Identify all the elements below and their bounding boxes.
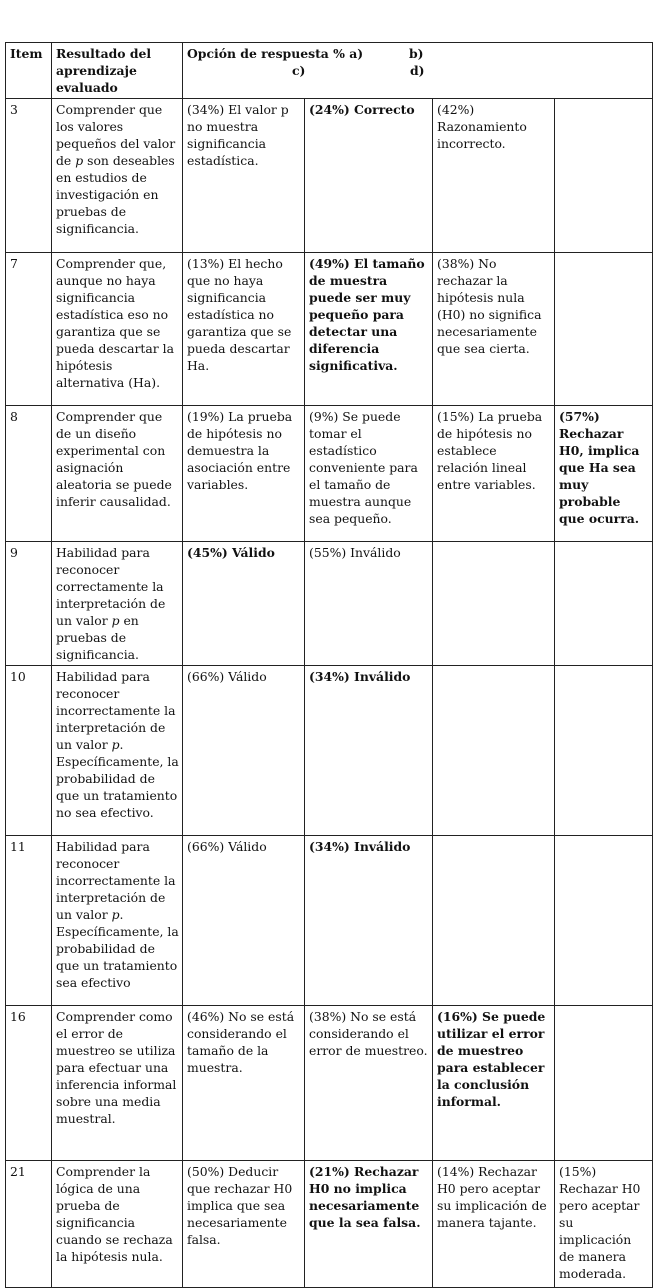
table-row — [6, 666, 653, 836]
option-b-cell: (34%) Inválido — [305, 666, 433, 836]
resultado-cell: Comprender como el error de muestreo se utiliza para efectuar una inferencia informal sobre una media muestral. — [52, 1006, 183, 1161]
option-d-cell: (15%) Rechazar H0 pero aceptar su implicación de manera moderada. — [555, 1161, 653, 1288]
item-number: 21 — [6, 1161, 52, 1288]
option-d-cell — [555, 99, 653, 253]
resultado-cell: Habilidad para reconocer incorrectamente la interpretación de un valor p. Específicamente, la probabilidad de que un tratamiento sea efectivo — [52, 836, 183, 1006]
option-c-cell: (38%) No rechazar la hipótesis nula (H0) no significa necesariamente que sea cierta. — [433, 253, 555, 406]
option-d-cell: (57%) Rechazar H0, implica que Ha sea muy probable que ocurra. — [555, 406, 653, 542]
option-c-cell: (16%) Se puede utilizar el error de muestreo para establecer la conclusión informal. — [433, 1006, 555, 1161]
option-b-cell: (9%) Se puede tomar el estadístico conveniente para el tamaño de muestra aunque sea pequeño. — [305, 406, 433, 542]
header-opciones — [183, 43, 653, 99]
resultado-cell: Comprender que, aunque no haya significancia estadística eso no garantiza que se pueda descartar la hipótesis alternativa (Ha). — [52, 253, 183, 406]
item-number: 11 — [6, 836, 52, 1006]
results-table — [5, 42, 653, 1288]
option-a-cell: (50%) Deducir que rechazar H0 implica que sea necesariamente falsa. — [183, 1161, 305, 1288]
option-d-cell — [555, 836, 653, 1006]
option-c-cell: (42%) Razonamiento incorrecto. — [433, 99, 555, 253]
header-item: Item — [6, 43, 52, 99]
option-a-cell: (46%) No se está considerando el tamaño de la muestra. — [183, 1006, 305, 1161]
header-opcion-c: c) — [292, 63, 306, 78]
option-a-cell: (66%) Válido — [183, 836, 305, 1006]
table-row — [6, 1161, 653, 1288]
option-c-cell: (14%) Rechazar H0 pero aceptar su implicación de manera tajante. — [433, 1161, 555, 1288]
resultado-cell: Habilidad para reconocer correctamente la interpretación de un valor p en pruebas de significancia. — [52, 542, 183, 666]
option-b-cell: (34%) Inválido — [305, 836, 433, 1006]
resultado-cell: Habilidad para reconocer incorrectamente la interpretación de un valor p. Específicamente, la probabilidad de que un tratamiento no sea efectivo. — [52, 666, 183, 836]
item-number: 8 — [6, 406, 52, 542]
option-d-cell — [555, 666, 653, 836]
option-b-cell: (38%) No se está considerando el error de muestreo. — [305, 1006, 433, 1161]
item-number: 16 — [6, 1006, 52, 1161]
header-resultado: Resultado del aprendizaje evaluado — [52, 43, 183, 99]
option-a-cell: (45%) Válido — [183, 542, 305, 666]
option-b-cell: (24%) Correcto — [305, 99, 433, 253]
option-d-cell — [555, 1006, 653, 1161]
table-row — [6, 253, 653, 406]
item-number: 9 — [6, 542, 52, 666]
item-number: 7 — [6, 253, 52, 406]
header-row — [6, 43, 653, 99]
option-b-cell: (21%) Rechazar H0 no implica necesariamente que la sea falsa. — [305, 1161, 433, 1288]
option-a-cell: (19%) La prueba de hipótesis no demuestra la asociación entre variables. — [183, 406, 305, 542]
resultado-cell: Comprender que de un diseño experimental con asignación aleatoria se puede inferir causalidad. — [52, 406, 183, 542]
table-row — [6, 1006, 653, 1161]
option-c-cell — [433, 542, 555, 666]
header-opcion-d: d) — [410, 63, 425, 78]
option-c-cell — [433, 836, 555, 1006]
table-row — [6, 836, 653, 1006]
item-number: 10 — [6, 666, 52, 836]
header-opcion-b: b) — [409, 46, 424, 61]
header-opcion-a: Opción de respuesta % a) — [187, 46, 364, 61]
option-b-cell: (49%) El tamaño de muestra puede ser muy pequeño para detectar una diferencia significativa. — [305, 253, 433, 406]
option-a-cell: (34%) El valor p no muestra significancia estadística. — [183, 99, 305, 253]
option-a-cell: (13%) El hecho que no haya significancia estadística no garantiza que se pueda descartar Ha. — [183, 253, 305, 406]
option-d-cell — [555, 253, 653, 406]
item-number: 3 — [6, 99, 52, 253]
table-row — [6, 406, 653, 542]
option-c-cell: (15%) La prueba de hipótesis no establece relación lineal entre variables. — [433, 406, 555, 542]
table-row — [6, 99, 653, 253]
table-row — [6, 542, 653, 666]
option-c-cell — [433, 666, 555, 836]
resultado-cell: Comprender que los valores pequeños del valor de p son deseables en estudios de investigación en pruebas de significancia. — [52, 99, 183, 253]
option-a-cell: (66%) Válido — [183, 666, 305, 836]
option-d-cell — [555, 542, 653, 666]
resultado-cell: Comprender la lógica de una prueba de significancia cuando se rechaza la hipótesis nula. — [52, 1161, 183, 1288]
option-b-cell: (55%) Inválido — [305, 542, 433, 666]
